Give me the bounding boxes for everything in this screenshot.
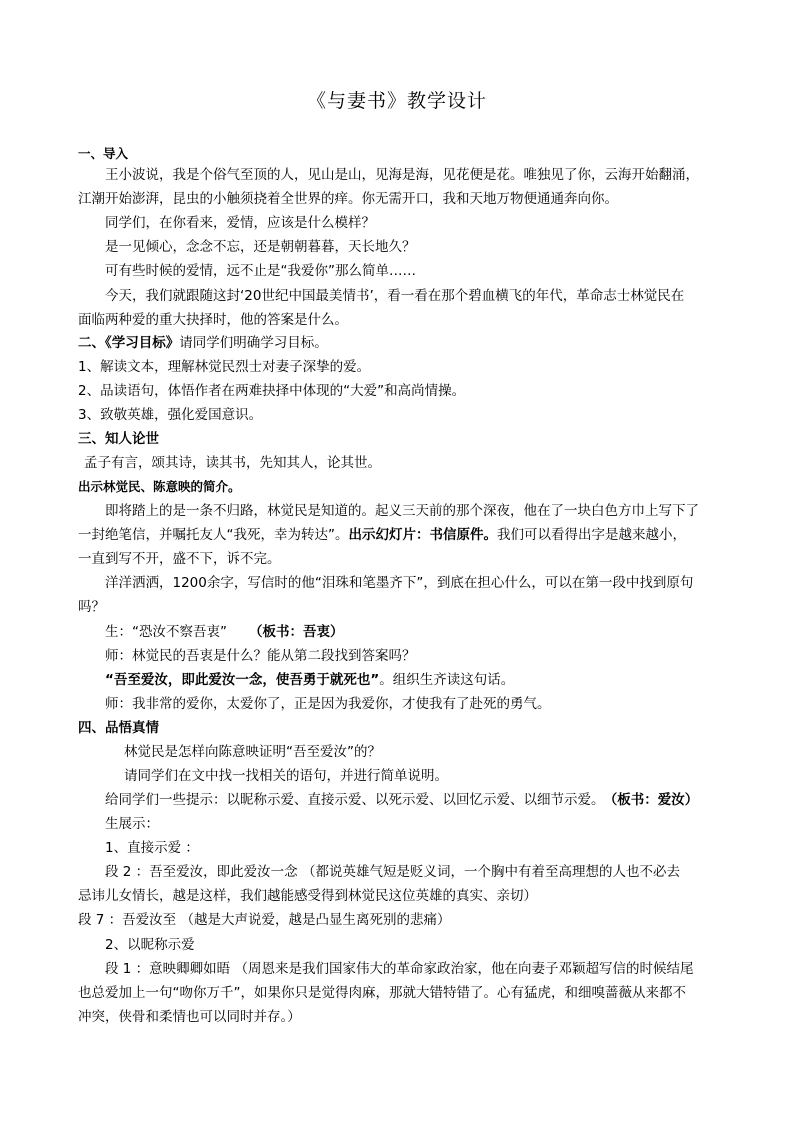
text-run: 生：“恐汝不察吾衷” (105, 624, 227, 640)
paragraph-line: 师：林觉民的吾衷是什么？能从第二段找到答案吗？ (105, 648, 416, 664)
paragraph-line (105, 669, 514, 691)
paragraph-line: 也总爱加上一句“吻你万千”，如果你只是觉得肉麻，那就大错特错了。心有猛虎，和细嗅蔷薇从来都不 (78, 985, 686, 1001)
paragraph-line: 面临两种爱的重大抉择时，他的答案是什么。 (78, 312, 348, 328)
paragraph-line: 出示林觉民、陈意映的简介。 (78, 479, 241, 494)
goal-item: 1、解读文本，理解林觉民烈士对妻子深挚的爱。 (78, 359, 371, 375)
paragraph-line: 王小波说，我是个俗气至顶的人，见山是山，见海是海，见花便是花。唯独见了你，云海开始翻涌， (105, 167, 699, 183)
section-heading-feelings: 四、品悟真情 (78, 720, 159, 736)
page-title: 《与妻书》教学设计 (306, 90, 487, 112)
text-run: 我们可以看得出字是越来越小， (497, 527, 686, 543)
paragraph-line (105, 789, 698, 811)
text-run: 一封绝笔信，并嘱托友人“我死，幸为转达”。 (78, 527, 349, 543)
text-run: 。组织生齐读这句话。 (379, 672, 515, 688)
board-note: （板书：爱汝） (610, 792, 699, 808)
goal-item: 3、致敬英雄，强化爱国意识。 (78, 407, 263, 423)
list-item: 2、以昵称示爱 (105, 937, 195, 953)
paragraph-line: 吗？ (78, 599, 105, 615)
paragraph-line: 是一见倾心，念念不忘，还是朝朝暮暮，天长地久？ (105, 239, 416, 255)
section-heading-goals (78, 332, 328, 354)
list-item: 1、直接示爱 ： (105, 840, 199, 856)
paragraph-line (105, 621, 344, 643)
paragraph-line: 段 2 ：吾至爱汝，即此爱汝一念 （都说英雄气短是贬义词，一个胸中有着至高理想的人也不必去 (105, 864, 680, 880)
paragraph-line: 段 1 ：意映卿卿如晤 （周恩来是我们国家伟大的革命家政治家，他在向妻子邓颖超写信的时候结尾 (105, 961, 694, 977)
section-heading-intro: 一、导入 (78, 146, 129, 161)
paragraph-line: 师：我非常的爱你，太爱你了，正是因为我爱你，才使我有了赴死的勇气。 (105, 696, 551, 712)
text-run: 给同学们一些提示：以昵称示爱、直接示爱、以死示爱、以回忆示爱、以细节示爱。 (105, 792, 605, 808)
paragraph-line: 即将踏上的是一条不归路，林觉民是知道的。起义三天前的那个深夜，他在了一块白色方巾上写下了 (105, 503, 699, 519)
paragraph-line: 孟子有言，颂其诗，读其书，先知其人，论其世。 (84, 455, 381, 471)
paragraph-line: 一直到写不开，盛不下，诉不完。 (78, 551, 281, 567)
paragraph-line: 段 7 ：吾爱汝至 （越是大声说爱，越是凸显生离死别的悲痛） (78, 912, 451, 928)
paragraph-line: 今天，我们就跟随这封‘20世纪中国最美情书’，看一看在那个碧血横飞的年代，革命志士林觉民在 (105, 288, 685, 304)
paragraph-line: 冲突，侠骨和柔情也可以同时并存。） (78, 1009, 301, 1025)
goal-item: 2、品读语句，体悟作者在两难抉择中体现的“大爱”和高尚情操。 (78, 383, 466, 399)
section-heading-background: 三、知人论世 (78, 431, 159, 447)
paragraph-line: 同学们，在你看来，爱情，应该是什么模样？ (105, 215, 375, 231)
paragraph-line: 可有些时候的爱情，远不止是“我爱你”那么简单…… (105, 263, 416, 279)
paragraph-line: 洋洋洒洒，1200余字，写信时的他“泪珠和笔墨齐下”，到底在担心什么，可以在第一段中找到原句 (105, 575, 694, 591)
paragraph-line: 生展示： (105, 816, 159, 832)
quote-bold: “吾至爱汝，即此爱汝一念，使吾勇于就死也” (105, 672, 380, 688)
paragraph-line: 忌讳儿女情长，越是这样，我们越能感受得到林觉民这位英雄的真实、亲切） (78, 888, 537, 904)
paragraph-line (78, 524, 686, 546)
section-heading-text: 二、《学习目标》 (78, 335, 180, 351)
section-heading-tail: 请同学们明确学习目标。 (179, 335, 328, 351)
board-note: （板书：吾衷） (249, 624, 344, 640)
paragraph-line: 江潮开始澎湃，昆虫的小触须挠着全世界的痒。你无需开口，我和天地万物便通通奔向你。 (78, 191, 618, 207)
paragraph-line: 请同学们在文中找一找相关的语句，并进行简单说明。 (124, 768, 448, 784)
paragraph-line: 林觉民是怎样向陈意映证明“吾至爱汝”的？ (124, 744, 381, 760)
text-run-bold: 出示幻灯片：书信原件。 (348, 527, 497, 543)
